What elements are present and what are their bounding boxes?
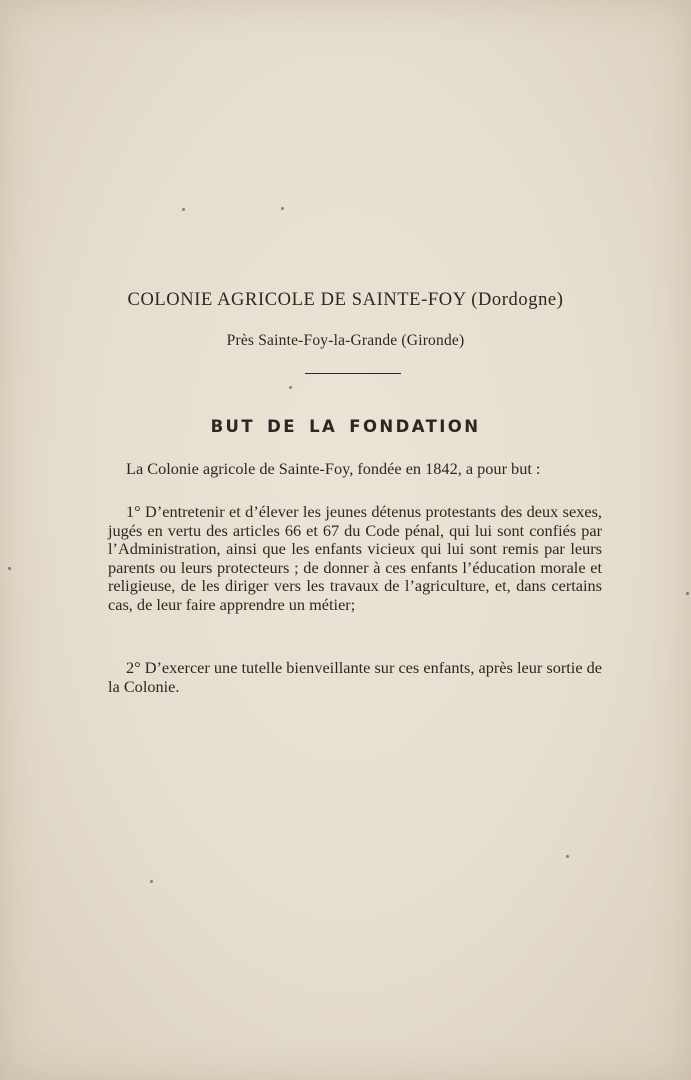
- paper-speck: [566, 855, 569, 858]
- paper-speck: [182, 208, 185, 211]
- paragraph-text: 1° D’entretenir et d’élever les jeunes détenus protestants des deux sexes, jugés en vertu des articles 66 et 67 du Code pénal, qui lui sont confiés par l’Administration, ainsi que les enfants vicieux qui lui sont remis par leurs parents ou leurs protecteurs ; de donner à ces enfants l’éducation morale et religieuse, de les diriger vers les travaux de l’agriculture, et, dans certains cas, de leur faire apprendre un métier;: [108, 502, 602, 614]
- paper-speck: [281, 207, 284, 210]
- paper-speck: [686, 592, 689, 595]
- paper-speck: [8, 567, 11, 570]
- paragraph-intro: [108, 460, 602, 479]
- colony-location: Près Sainte-Foy-la-Grande (Gironde): [226, 332, 465, 349]
- colony-title: COLONIE AGRICOLE DE SAINTE-FOY (Dordogne): [127, 290, 564, 310]
- paragraph-text: 2° D’exercer une tutelle bienveillante sur ces enfants, après leur sortie de la Colonie.: [108, 658, 602, 696]
- paper-speck: [150, 880, 153, 883]
- paragraph-item-1: [108, 503, 602, 615]
- separator-rule: [305, 373, 401, 374]
- section-heading: BUT DE LA FONDATION: [210, 417, 481, 436]
- paper-speck: [289, 386, 292, 389]
- paragraph-text: La Colonie agricole de Sainte-Foy, fondée en 1842, a pour but :: [126, 459, 541, 478]
- paragraph-item-2: [108, 659, 602, 696]
